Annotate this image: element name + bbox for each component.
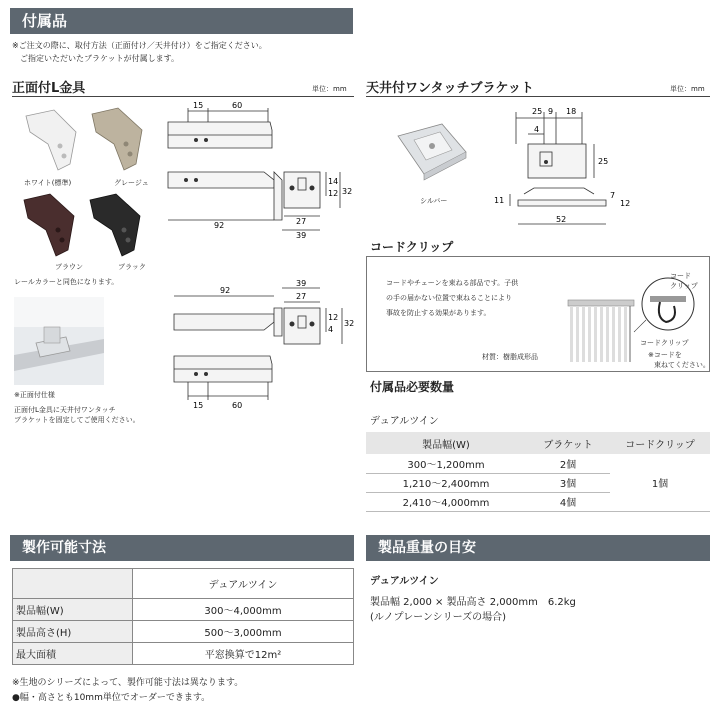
qty-width: 1,210〜2,400mm: [366, 473, 526, 492]
install-note-1: 正面付L金具に天井付ワンタッチ: [14, 406, 116, 414]
dim-32-top: 32: [342, 187, 353, 196]
weight-line-1: 製品幅 2,000 × 製品高さ 2,000mm 6.2kg: [370, 597, 576, 608]
dim-92-bottom: 92: [220, 286, 231, 295]
ceiling-bracket-drawing: [488, 104, 638, 230]
table-row: [13, 643, 354, 665]
cord-clip-desc-1: コードやチェーンを束ねる部品です。子供: [386, 279, 519, 287]
blind-slats: [568, 300, 634, 362]
black-bracket-image: [90, 194, 140, 256]
install-note-2: ブラケットを固定してご使用ください。: [14, 416, 140, 424]
qty-header-bracket: ブラケット: [526, 432, 610, 454]
brown-bracket-image: [24, 194, 74, 256]
dim-92-top: 92: [214, 221, 225, 230]
mfg-note-2: ●幅・高さとも10mm単位でオーダーできます。: [12, 693, 211, 703]
mfg-column-header: デュアルツイン: [133, 569, 354, 599]
dim-12-bottom: 12: [328, 313, 339, 322]
mfg-value: 300〜4,000mm: [133, 599, 354, 621]
cord-clip-desc-2: の手の届かない位置で束ねることにより: [386, 294, 512, 302]
l-bracket-photos: [14, 104, 154, 272]
qty-bracket: 4個: [526, 492, 610, 511]
dim-9: 9: [548, 107, 554, 116]
table-row: [13, 621, 354, 643]
mfg-label: 製品高さ(H): [13, 621, 133, 643]
clip-label-3: コードクリップ: [640, 339, 689, 347]
ceiling-bracket-divider: [366, 96, 710, 97]
qty-bracket: 3個: [526, 473, 610, 492]
cord-clip-desc-3: 事故を防止する効果があります。: [386, 309, 491, 317]
qty-width: 2,410〜4,000mm: [366, 492, 526, 511]
weight-line-2: (ルノプレーンシリーズの場合): [370, 612, 507, 623]
dim-25-a: 25: [532, 107, 543, 116]
quantity-subtitle: デュアルツイン: [370, 416, 439, 427]
dim-25-b: 25: [598, 157, 609, 166]
dim-39-top: 39: [296, 231, 307, 240]
color-label-black: ブラック: [118, 263, 146, 271]
mfg-label: 製品幅(W): [13, 599, 133, 621]
weight-header: 製品重量の目安: [366, 535, 710, 561]
manufacturing-header: 製作可能寸法: [10, 535, 354, 561]
dim-4-ceiling: 4: [534, 125, 540, 134]
ceiling-bracket-title: 天井付ワンタッチブラケット: [366, 81, 534, 96]
accessories-header: 付属品: [10, 8, 353, 34]
dim-12-ceiling: 12: [620, 199, 631, 208]
dim-7: 7: [610, 191, 616, 200]
clip-label-2: クリップ: [670, 282, 698, 290]
ceiling-bracket-unit: 単位：mm: [670, 85, 705, 93]
color-label-brown: ブラウン: [55, 263, 83, 271]
qty-width: 300〜1,200mm: [366, 454, 526, 473]
dim-32-bottom: 32: [344, 319, 355, 328]
dim-60-bottom: 60: [232, 401, 243, 410]
qty-header-width: 製品幅(W): [366, 432, 526, 454]
dim-4-bottom: 4: [328, 325, 334, 334]
dim-39-bottom: 39: [296, 279, 307, 288]
manufacturing-table: [12, 568, 354, 665]
cord-clip-title: コードクリップ: [370, 240, 454, 254]
l-bracket-drawing-top: [160, 100, 360, 240]
dim-27-top: 27: [296, 217, 307, 226]
color-label-greige: グレージュ: [114, 179, 149, 187]
dim-52: 52: [556, 215, 567, 224]
dim-12-top: 12: [328, 189, 339, 198]
mfg-value: 500〜3,000mm: [133, 621, 354, 643]
l-bracket-title: 正面付L金具: [12, 81, 86, 96]
front-install-photo: [14, 297, 104, 385]
install-title: ※正面付仕様: [14, 391, 55, 399]
accessories-note-1: ※ご注文の際に、取付方法（正面付け／天井付け）をご指定ください。: [12, 41, 267, 50]
quantity-table: [366, 432, 710, 512]
qty-bracket: 2個: [526, 454, 610, 473]
accessories-note-2: ご指定いただいたブラケットが付属します。: [20, 54, 179, 63]
white-bracket-image: [26, 110, 76, 170]
table-row: [13, 599, 354, 621]
l-bracket-unit: 単位：mm: [312, 85, 347, 93]
dim-15-bottom: 15: [193, 401, 204, 410]
dim-14: 14: [328, 177, 339, 186]
mfg-label: 最大面積: [13, 643, 133, 665]
quantity-title: 付属品必要数量: [370, 380, 455, 394]
dim-11: 11: [494, 196, 505, 205]
dim-60-top: 60: [232, 101, 243, 110]
l-bracket-divider: [12, 96, 354, 97]
dim-18: 18: [566, 107, 577, 116]
qty-clip: 1個: [610, 454, 710, 511]
dim-27-bottom: 27: [296, 292, 307, 301]
color-note: レールカラーと同色になります。: [14, 278, 119, 286]
mfg-corner: [13, 569, 133, 599]
qty-header-clip: コードクリップ: [610, 432, 710, 454]
l-bracket-drawing-bottom: [160, 278, 360, 418]
clip-label-5: 束ねてください。: [654, 361, 710, 369]
cord-clip-material: 材質：樹脂成形品: [482, 353, 538, 361]
silver-label: シルバー: [420, 197, 448, 205]
silver-bracket-photo: [392, 118, 472, 188]
mfg-value: 平窓換算で12m²: [133, 643, 354, 665]
table-row: [366, 454, 710, 473]
color-label-white: ホワイト(標準): [24, 179, 72, 187]
clip-label-4: ※コードを: [648, 351, 682, 359]
mfg-note-1: ※生地のシリーズによって、製作可能寸法は異なります。: [12, 678, 244, 688]
clip-label-1: コード: [670, 272, 691, 280]
greige-bracket-image: [92, 108, 142, 170]
weight-subtitle: デュアルツイン: [370, 576, 439, 587]
dim-15-top: 15: [193, 101, 204, 110]
